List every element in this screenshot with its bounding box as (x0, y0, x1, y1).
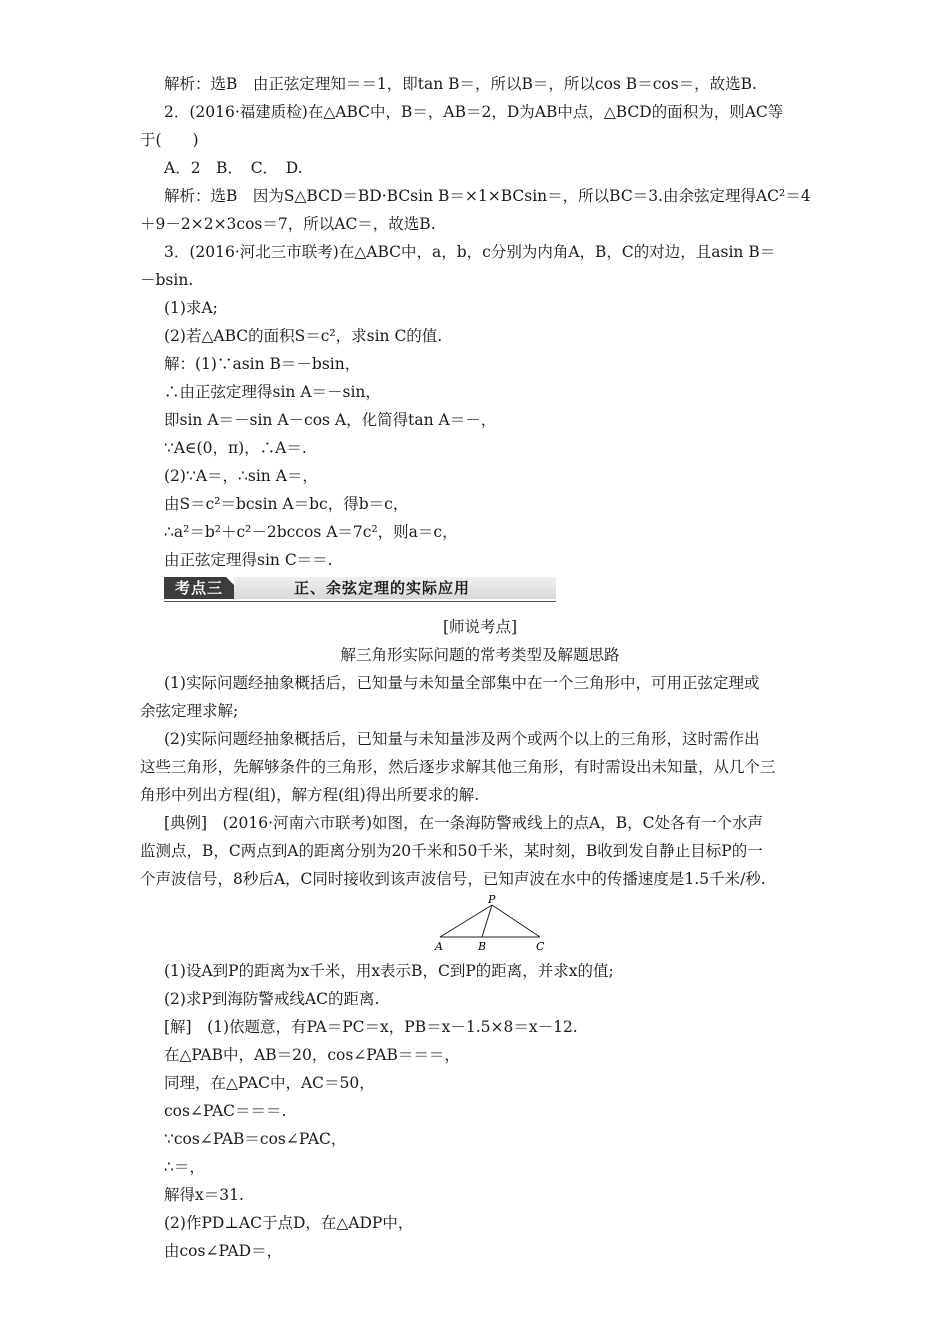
triangle-diagram (430, 893, 550, 955)
subheading: [师说考点] (442, 618, 518, 636)
text-line: 由S＝c²＝bcsin A＝bc，得b＝c， (164, 495, 409, 513)
text-line: 解析：选B 由正弦定理知＝＝1，即tan B＝，所以B＝，所以cos B＝cos＝，故选B. (164, 75, 757, 93)
text-line: 这些三角形，先解够条件的三角形，然后逐步求解其他三角形，有时需设出未知量，从几个三 (140, 758, 776, 776)
triangle-figure (430, 893, 550, 955)
text-line: 2．(2016·福建质检)在△ABC中，B＝，AB＝2，D为AB中点，△BCD的面积为，则AC等 (164, 103, 784, 121)
text-line: 解：(1)∵asin B＝－bsin， (164, 355, 361, 373)
text-line: ∴由正弦定理得sin A＝－sin， (164, 383, 381, 401)
text-line: ∴a²＝b²＋c²－2bccos A＝7c²，则a＝c， (164, 523, 458, 541)
text-line: 由正弦定理得sin C＝＝. (164, 551, 333, 569)
text-line: (2)若△ABC的面积S＝c²，求sin C的值. (164, 327, 443, 345)
text-line: (1)设A到P的距离为x千米，用x表示B，C到P的距离，并求x的值; (164, 962, 614, 980)
text-line: 个声波信号，8秒后A，C同时接收到该声波信号，已知声波在水中的传播速度是1.5千米/秒. (140, 870, 766, 888)
label-p: P (488, 893, 496, 906)
line-ap (440, 905, 492, 937)
text-line: 同理，在△PAC中，AC＝50， (164, 1074, 375, 1092)
text-line: A．2 B． C． D. (164, 159, 303, 177)
section-rule (164, 601, 556, 602)
text-line: (1)实际问题经抽象概括后，已知量与未知量全部集中在一个三角形中，可用正弦定理或 (164, 674, 760, 692)
section-tag: 考点三 (164, 577, 234, 599)
text-line: 解析：选B 因为S△BCD＝BD·BCsin B＝×1×BCsin＝，所以BC＝3.由余弦定理得AC²＝4 (164, 187, 811, 205)
text-line: ∵cos∠PAB＝cos∠PAC， (164, 1130, 347, 1148)
text-line: －bsin. (140, 271, 194, 289)
section-title: 正、余弦定理的实际应用 (294, 579, 471, 597)
text-line: 在△PAB中，AB＝20，cos∠PAB＝＝＝， (164, 1046, 460, 1064)
text-line: 余弦定理求解; (140, 702, 239, 720)
text-line: [典例] (2016·河南六市联考)如图，在一条海防警戒线上的点A，B，C处各有一个水声 (164, 814, 764, 832)
text-line: ＋9－2×2×3cos＝7，所以AC＝，故选B. (140, 215, 436, 233)
section-banner (164, 576, 556, 602)
text-line: (2)作PD⊥AC于点D，在△ADP中， (164, 1214, 414, 1232)
label-b: B (478, 940, 487, 953)
label-c: C (536, 940, 545, 953)
text-line: (2)∵A＝，∴sin A＝， (164, 467, 318, 485)
label-a: A (435, 940, 443, 953)
text-line: (2)实际问题经抽象概括后，已知量与未知量涉及两个或两个以上的三角形，这时需作出 (164, 730, 760, 748)
text-line: (1)求A; (164, 299, 218, 317)
text-line: (2)求P到海防警戒线AC的距离. (164, 990, 380, 1008)
text-line: 即sin A＝－sin A－cos A，化简得tan A＝－， (164, 411, 497, 429)
heading: 解三角形实际问题的常考类型及解题思路 (340, 646, 620, 664)
text-line: cos∠PAC＝＝＝. (164, 1102, 287, 1120)
text-line: 3．(2016·河北三市联考)在△ABC中，a，b，c分别为内角A，B，C的对边，且asin B＝ (164, 243, 776, 261)
text-line: 于( ) (140, 131, 199, 149)
text-line: ∴＝， (164, 1158, 205, 1176)
text-line: 由cos∠PAD＝， (164, 1242, 283, 1260)
text-line: 角形中列出方程(组)，解方程(组)得出所要求的解. (140, 786, 480, 804)
text-line: [解] (1)依题意，有PA＝PC＝x，PB＝x－1.5×8＝x－12. (164, 1018, 578, 1036)
text-line: 解得x＝31. (164, 1186, 244, 1204)
text-line: 监测点，B，C两点到A的距离分别为20千米和50千米，某时刻，B收到发自静止目标P的一 (140, 842, 763, 860)
line-cp (492, 905, 540, 937)
text-line: ∵A∈(0，π)，∴A＝. (164, 439, 307, 457)
